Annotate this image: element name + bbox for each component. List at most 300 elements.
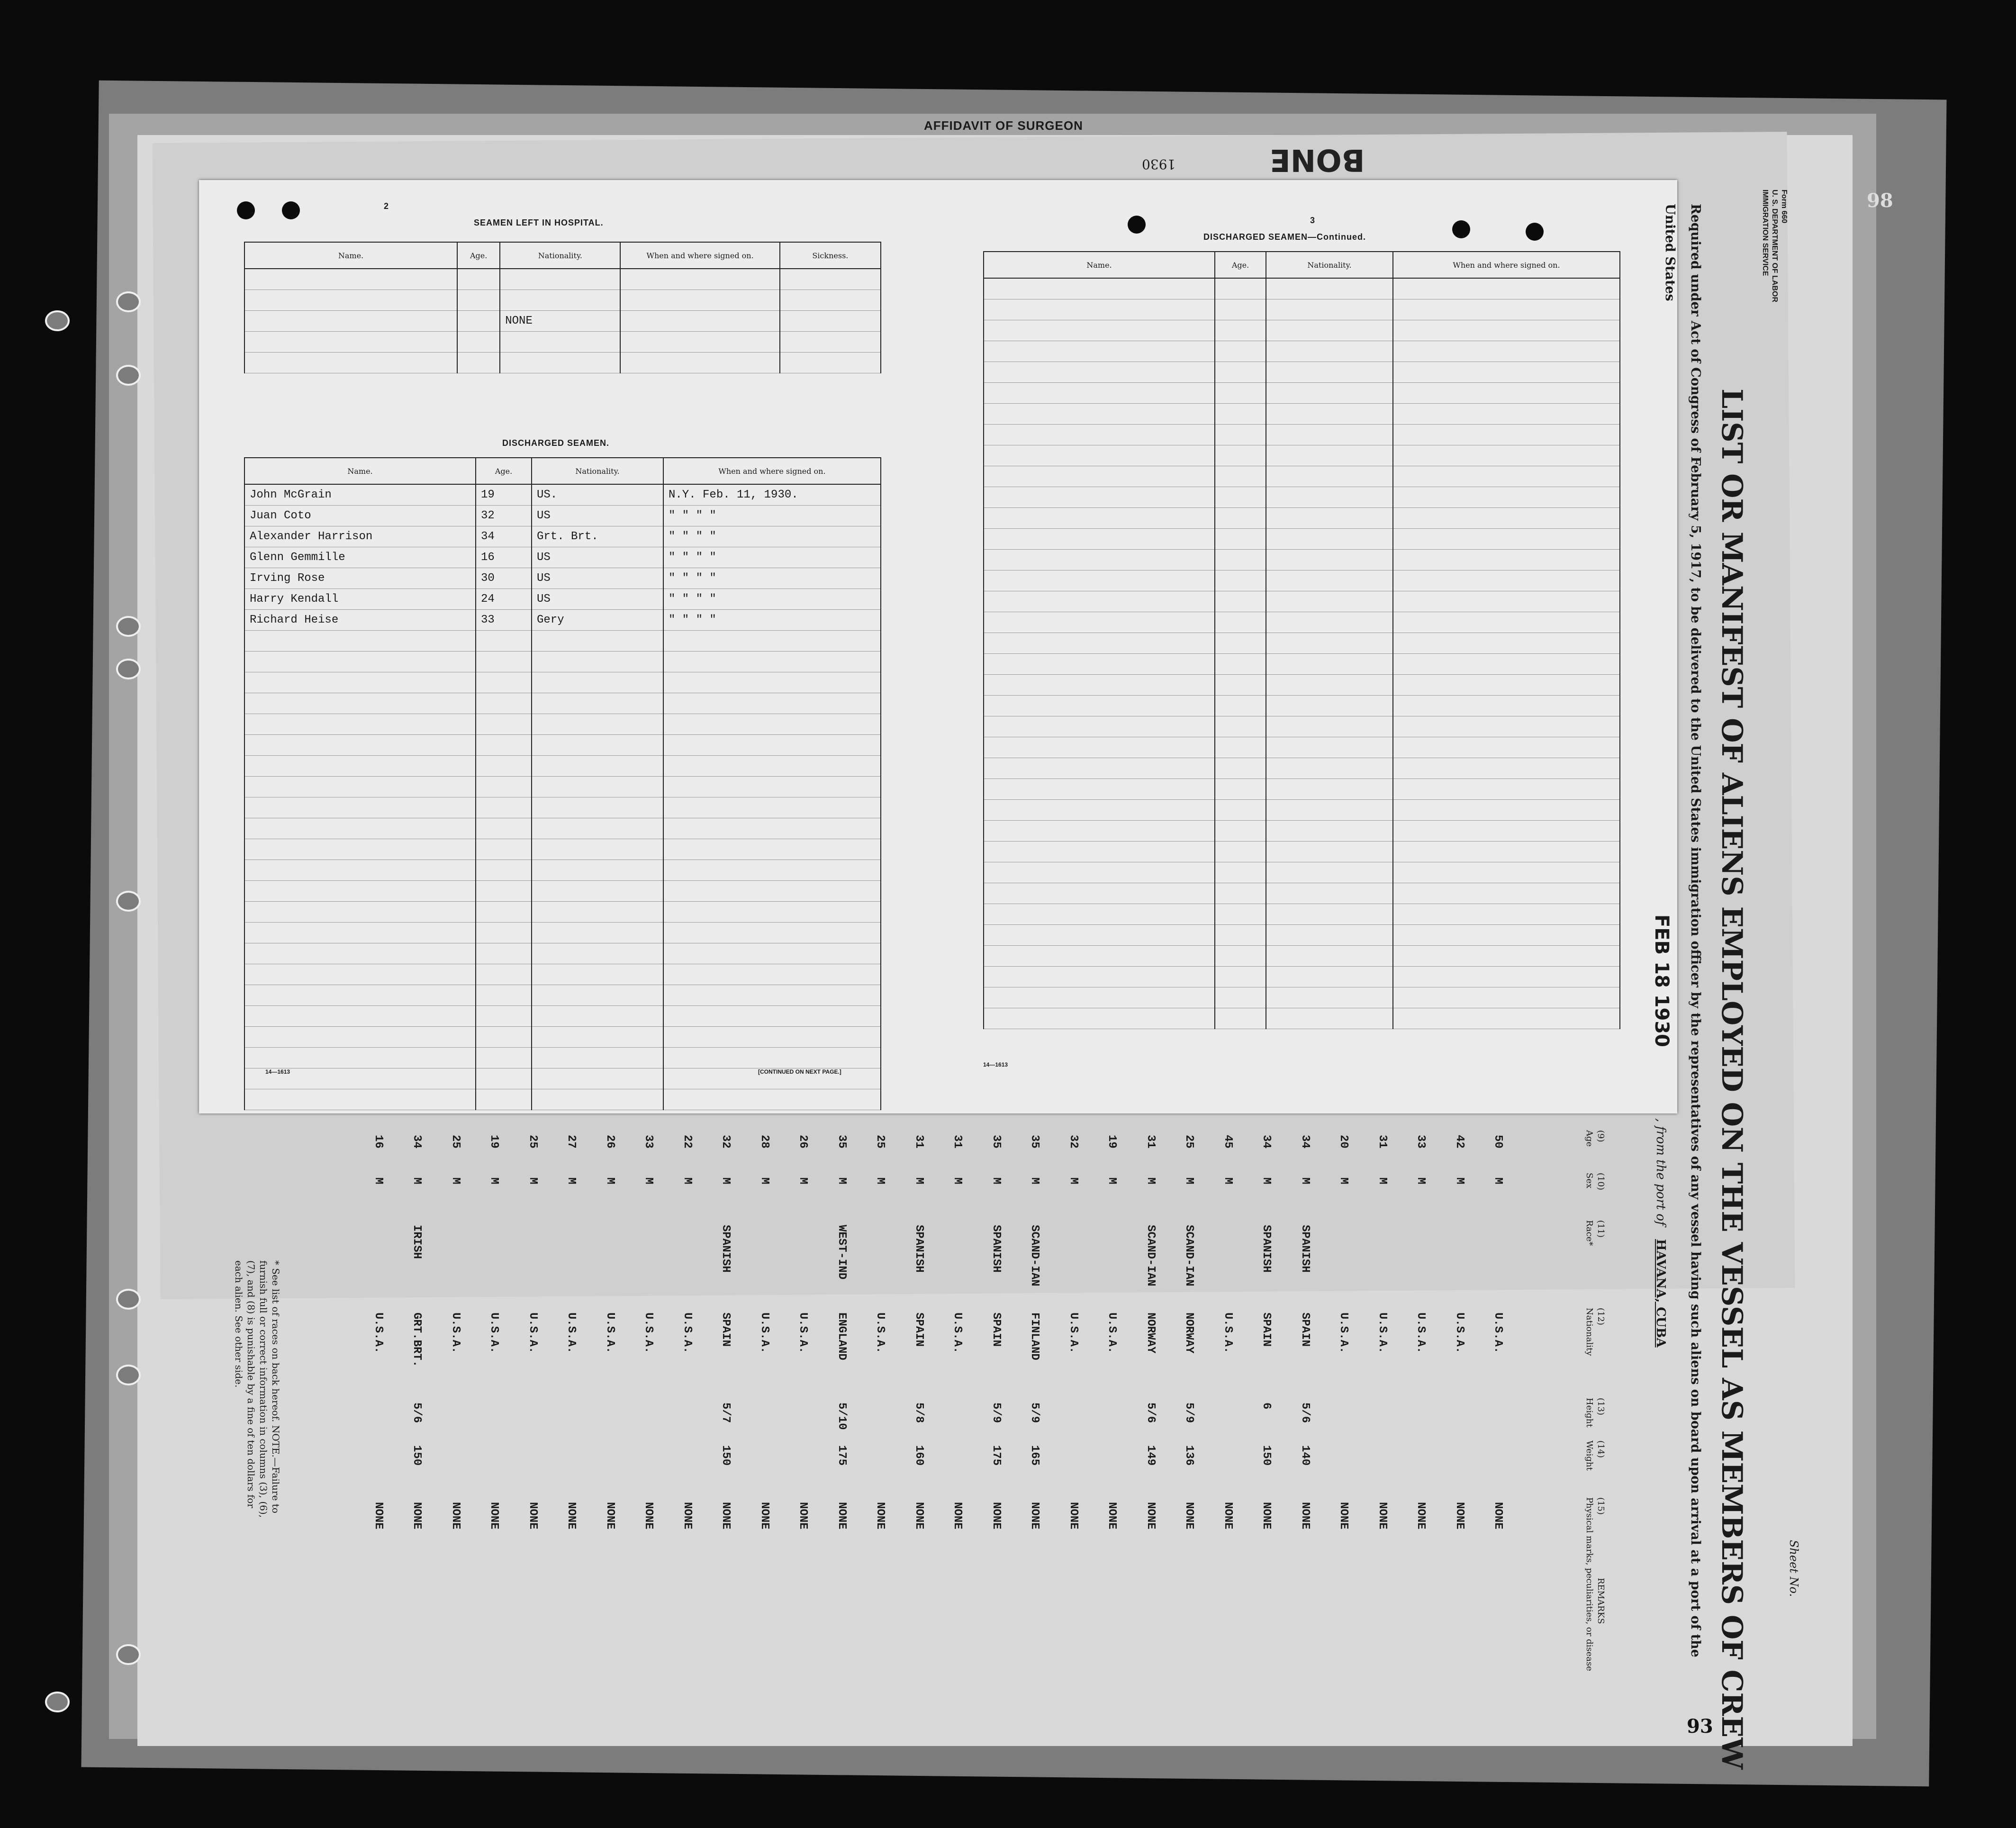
manifest-cell-sex: M: [642, 1177, 655, 1185]
manifest-cell-nationality: U.S.A.: [449, 1312, 462, 1354]
manifest-cell-sex: M: [1067, 1177, 1080, 1185]
table-row: [984, 633, 1620, 654]
manifest-cell-age: 35: [835, 1135, 848, 1149]
table-row: [984, 800, 1620, 821]
manifest-cell-race: SCAND-IAN: [1183, 1225, 1195, 1286]
column-header: (11) Race*: [1584, 1220, 1606, 1246]
table-row: [244, 964, 881, 985]
manifest-cell-sex: M: [1144, 1177, 1157, 1185]
discharged-title: DISCHARGED SEAMEN.: [502, 438, 610, 448]
table-row: [984, 967, 1620, 987]
manifest-cell-race: SPANISH: [1260, 1225, 1273, 1273]
manifest-cell-nationality: U.S.A.: [565, 1312, 578, 1354]
cell-name: Glenn Gemmille: [244, 547, 476, 568]
manifest-cell-sex: M: [603, 1177, 616, 1185]
table-row: [244, 631, 881, 652]
manifest-cell-height: 5/10: [835, 1403, 848, 1430]
manifest-cell-marks: NONE: [1067, 1502, 1080, 1529]
manifest-cell-nationality: FINLAND: [1028, 1312, 1041, 1360]
manifest-cell-sex: M: [1260, 1177, 1273, 1185]
table-row: [244, 526, 881, 547]
seamen-left-table: [244, 242, 881, 373]
table-row: [244, 923, 881, 943]
punch-hole: [282, 201, 300, 219]
table-row: [244, 860, 881, 881]
seamen-left-title: SEAMEN LEFT IN HOSPITAL.: [474, 218, 604, 227]
table-row: [244, 714, 881, 735]
manifest-cell-age: 19: [488, 1135, 500, 1149]
col-age: Age.: [1215, 252, 1266, 278]
manifest-cell-race: SPANISH: [989, 1225, 1003, 1273]
cell-nationality: US: [532, 568, 663, 589]
binder-ring: [45, 310, 70, 331]
table-row: [984, 737, 1620, 758]
table-row: [244, 1089, 881, 1110]
manifest-cell-race: SPANISH: [1298, 1225, 1311, 1273]
table-row: [244, 589, 881, 610]
manifest-cell-age: 27: [565, 1135, 578, 1149]
manifest-cell-nationality: U.S.A.: [1221, 1312, 1234, 1354]
col-signed: When and where signed on.: [620, 242, 779, 269]
manifest-cell-race: SCAND-IAN: [1028, 1225, 1041, 1286]
left-page-marker: 2: [384, 201, 389, 211]
table-row: [984, 591, 1620, 612]
manifest-cell-sex: M: [1028, 1177, 1041, 1185]
cell-signed: " " " ": [663, 547, 881, 568]
cell-nationality: US: [532, 589, 663, 610]
cell-name: Alexander Harrison: [244, 526, 476, 547]
cell-signed: " " " ": [663, 568, 881, 589]
manifest-cell-age: 22: [680, 1135, 694, 1149]
table-row: [244, 652, 881, 672]
table-row: [984, 758, 1620, 779]
manifest-cell-age: 19: [1105, 1135, 1118, 1149]
table-row: [984, 716, 1620, 737]
binder-ring: [116, 365, 141, 386]
manifest-cell-sex: M: [1298, 1177, 1311, 1185]
right-form-code: 14—1613: [983, 1061, 1008, 1068]
manifest-cell-marks: NONE: [951, 1502, 964, 1529]
manifest-cell-marks: NONE: [1298, 1502, 1311, 1529]
table-row: [984, 570, 1620, 591]
table-row: [244, 332, 881, 353]
manifest-cell-nationality: SPAIN: [912, 1312, 925, 1347]
manifest-cell-race: SCAND-IAN: [1144, 1225, 1157, 1286]
manifest-cell-weight: 160: [912, 1445, 925, 1466]
manifest-cell-sex: M: [1453, 1177, 1466, 1185]
punch-hole: [1128, 216, 1146, 234]
manifest-cell-height: 5/6: [410, 1403, 423, 1423]
manifest-cell-age: 45: [1221, 1135, 1234, 1149]
manifest-cell-marks: NONE: [1221, 1502, 1234, 1529]
manifest-cell-marks: NONE: [1144, 1502, 1157, 1529]
manifest-cell-nationality: U.S.A.: [1492, 1312, 1504, 1354]
page-number-top: 98: [1867, 190, 1893, 212]
cell-signed: " " " ": [663, 610, 881, 631]
manifest-cell-marks: NONE: [1375, 1502, 1389, 1529]
manifest-cell-age: 31: [1144, 1135, 1157, 1149]
manifest-cell-nationality: SPAIN: [1298, 1312, 1311, 1347]
manifest-cell-nationality: U.S.A.: [1337, 1312, 1350, 1354]
manifest-cell-race: IRISH: [410, 1225, 423, 1259]
cell-age: 19: [476, 484, 532, 506]
manifest-cell-age: 31: [1375, 1135, 1389, 1149]
manifest-cell-marks: NONE: [1105, 1502, 1118, 1529]
manifest-cell-age: 32: [1067, 1135, 1080, 1149]
table-row: [244, 547, 881, 568]
col-signed: When and where signed on.: [1393, 252, 1620, 278]
manifest-cell-age: 34: [1298, 1135, 1311, 1149]
table-row: [984, 362, 1620, 383]
manifest-cell-age: 34: [410, 1135, 423, 1149]
table-row: [984, 987, 1620, 1008]
manifest-cell-race: SPANISH: [912, 1225, 925, 1273]
manifest-cell-marks: NONE: [1414, 1502, 1427, 1529]
manifest-cell-nationality: U.S.A.: [1453, 1312, 1466, 1354]
manifest-cell-nationality: SPAIN: [989, 1312, 1003, 1347]
port-value: HAVANA, CUBA: [1654, 1239, 1668, 1348]
cell-signed: N.Y. Feb. 11, 1930.: [663, 484, 881, 506]
table-row: [984, 299, 1620, 320]
binder-ring: [116, 616, 141, 637]
table-row: [244, 881, 881, 902]
manifest-cell-sex: M: [796, 1177, 809, 1185]
manifest-cell-height: 5/8: [912, 1403, 925, 1423]
table-row: [984, 466, 1620, 487]
table-row: [984, 883, 1620, 904]
manifest-cell-marks: NONE: [719, 1502, 732, 1529]
table-row: [984, 862, 1620, 883]
manifest-cell-nationality: U.S.A.: [526, 1312, 539, 1354]
table-row: [984, 445, 1620, 466]
manifest-cell-marks: NONE: [989, 1502, 1003, 1529]
manifest-cell-sex: M: [449, 1177, 462, 1185]
table-row: [984, 904, 1620, 925]
table-row: [984, 675, 1620, 696]
cell-age: 16: [476, 547, 532, 568]
manifest-cell-marks: NONE: [565, 1502, 578, 1529]
manifest-cell-marks: NONE: [1260, 1502, 1273, 1529]
manifest-cell-race: SPANISH: [719, 1225, 732, 1273]
manifest-cell-marks: NONE: [835, 1502, 848, 1529]
table-row: [244, 506, 881, 526]
manifest-cell-age: 16: [371, 1135, 385, 1149]
binder-ring: [116, 1365, 141, 1385]
punch-hole: [1526, 223, 1544, 241]
right-page-marker: 3: [1310, 216, 1316, 225]
manifest-cell-marks: NONE: [1028, 1502, 1041, 1529]
manifest-cell-nationality: SPAIN: [719, 1312, 732, 1347]
manifest-cell-age: 31: [912, 1135, 925, 1149]
col-nationality: Nationality.: [1266, 252, 1393, 278]
manifest-cell-sex: M: [565, 1177, 578, 1185]
manifest-cell-age: 26: [796, 1135, 809, 1149]
col-name: Name.: [244, 458, 476, 484]
table-row: [244, 777, 881, 797]
column-header: (12) Nationality: [1584, 1308, 1606, 1356]
manifest-cell-age: 26: [603, 1135, 616, 1149]
table-row: [244, 839, 881, 860]
binder-ring: [116, 891, 141, 912]
manifest-cell-marks: NONE: [371, 1502, 385, 1529]
manifest-footnote: * See list of races on back hereof. NOTE.—Failure to furnish full or correct information in columns (3), (6), (7), and (8) is punishable by a fine of ten dollars for each alien. See other side.: [233, 1260, 281, 1518]
manifest-cell-sex: M: [1221, 1177, 1234, 1185]
discharged-table: [244, 457, 881, 1110]
manifest-cell-age: 32: [719, 1135, 732, 1149]
col-age: Age.: [476, 458, 532, 484]
manifest-cell-age: 31: [951, 1135, 964, 1149]
table-row: [244, 756, 881, 777]
table-row: [244, 735, 881, 756]
manifest-cell-marks: NONE: [1337, 1502, 1350, 1529]
cell-age: 30: [476, 568, 532, 589]
manifest-cell-age: 33: [642, 1135, 655, 1149]
manifest-cell-weight: 150: [719, 1445, 732, 1466]
manifest-cell-nationality: U.S.A.: [796, 1312, 809, 1354]
manifest-cell-sex: M: [1105, 1177, 1118, 1185]
manifest-cell-marks: NONE: [1492, 1502, 1504, 1529]
table-row: [244, 672, 881, 693]
manifest-cell-race: WEST-IND: [835, 1225, 848, 1280]
manifest-cell-nationality: NORWAY: [1183, 1312, 1195, 1354]
affidavit-title: AFFIDAVIT OF SURGEON: [924, 118, 1083, 133]
manifest-cell-nationality: U.S.A.: [371, 1312, 385, 1354]
binder-ring: [116, 659, 141, 679]
cell-name: Juan Coto: [244, 506, 476, 526]
table-row: [244, 1048, 881, 1068]
sheet-label: Sheet No.: [1787, 1540, 1800, 1597]
column-header: (9) Age: [1584, 1130, 1606, 1147]
manifest-cell-nationality: U.S.A.: [1105, 1312, 1118, 1354]
discharged-continued-table: [983, 251, 1620, 1029]
table-row: [244, 985, 881, 1006]
stamp-date: 1930: [1142, 156, 1176, 172]
manifest-cell-marks: NONE: [1453, 1502, 1466, 1529]
table-row: [984, 404, 1620, 425]
manifest-cell-height: 5/7: [719, 1403, 732, 1423]
table-row: [984, 341, 1620, 362]
manifest-cell-height: 5/6: [1144, 1403, 1157, 1423]
manifest-cell-sex: M: [758, 1177, 771, 1185]
manifest-cell-age: 28: [758, 1135, 771, 1149]
table-row: [244, 902, 881, 923]
manifest-cell-nationality: U.S.A.: [758, 1312, 771, 1354]
manifest-cell-weight: 136: [1183, 1445, 1195, 1466]
manifest-cell-marks: NONE: [874, 1502, 886, 1529]
cell-name: Harry Kendall: [244, 589, 476, 610]
cell-signed: " " " ": [663, 506, 881, 526]
table-row: [244, 484, 881, 506]
manifest-cell-age: 33: [1414, 1135, 1427, 1149]
manifest-cell-marks: NONE: [642, 1502, 655, 1529]
col-nationality: Nationality.: [532, 458, 663, 484]
table-row: [244, 818, 881, 839]
table-row: [984, 278, 1620, 299]
table-row: [244, 568, 881, 589]
manifest-cell-sex: M: [912, 1177, 925, 1185]
manifest-cell-age: 25: [526, 1135, 539, 1149]
port-label: , from the port of HAVANA, CUBA: [1654, 1118, 1668, 1348]
column-header: (13) Height: [1584, 1398, 1606, 1428]
manifest-cell-nationality: U.S.A.: [603, 1312, 616, 1354]
manifest-cell-sex: M: [680, 1177, 694, 1185]
manifest-cell-nationality: SPAIN: [1260, 1312, 1273, 1347]
table-row: [244, 1027, 881, 1048]
manifest-cell-sex: M: [526, 1177, 539, 1185]
manifest-cell-nationality: U.S.A.: [1375, 1312, 1389, 1354]
manifest-cell-nationality: U.S.A.: [1067, 1312, 1080, 1354]
manifest-cell-age: 25: [874, 1135, 886, 1149]
date-stamp: FEB 18 1930: [1651, 914, 1672, 1047]
table-row: [984, 612, 1620, 633]
manifest-cell-marks: NONE: [680, 1502, 694, 1529]
manifest-title: LIST OR MANIFEST OF ALIENS EMPLOYED ON THE VESSEL AS MEMBERS OF CREW: [1715, 389, 1748, 1770]
page-number-bottom: 93: [1687, 1715, 1713, 1738]
table-row: [244, 943, 881, 964]
table-row: [984, 842, 1620, 862]
manifest-cell-sex: M: [1492, 1177, 1504, 1185]
manifest-cell-marks: NONE: [1183, 1502, 1195, 1529]
table-row: [244, 797, 881, 818]
manifest-cell-age: 35: [989, 1135, 1003, 1149]
none-value: NONE: [500, 311, 620, 332]
manifest-cell-height: 6: [1260, 1403, 1273, 1410]
table-row: [984, 320, 1620, 341]
manifest-cell-sex: M: [835, 1177, 848, 1185]
table-row: [984, 821, 1620, 842]
manifest-cell-nationality: U.S.A.: [642, 1312, 655, 1354]
table-row: [244, 610, 881, 631]
manifest-subtitle: Required under Act of Congress of February 5, 1917, to be delivered to the United States immigration officer by the representatives of any vessel having such aliens on board upon arrival at a port of the United States: [1663, 204, 1703, 1657]
column-header: REMARKS: [1596, 1578, 1606, 1624]
binder-ring: [116, 291, 141, 312]
cell-nationality: Grt. Brt.: [532, 526, 663, 547]
cell-name: Irving Rose: [244, 568, 476, 589]
manifest-cell-marks: NONE: [758, 1502, 771, 1529]
table-row: [244, 290, 881, 311]
table-row: [984, 383, 1620, 404]
cell-name: John McGrain: [244, 484, 476, 506]
manifest-cell-marks: NONE: [488, 1502, 500, 1529]
cell-signed: " " " ": [663, 526, 881, 547]
bone-stamp: BONE: [1270, 142, 1365, 177]
manifest-cell-sex: M: [410, 1177, 423, 1185]
cell-nationality: US: [532, 506, 663, 526]
col-age: Age.: [457, 242, 500, 269]
manifest-cell-sex: M: [989, 1177, 1003, 1185]
manifest-cell-marks: NONE: [796, 1502, 809, 1529]
manifest-cell-weight: 149: [1144, 1445, 1157, 1466]
manifest-cell-age: 25: [449, 1135, 462, 1149]
manifest-cell-sex: M: [1414, 1177, 1427, 1185]
cell-name: Richard Heise: [244, 610, 476, 631]
table-row: [984, 946, 1620, 967]
cell-nationality: Gery: [532, 610, 663, 631]
binder-ring: [45, 1692, 70, 1712]
manifest-cell-nationality: U.S.A.: [1414, 1312, 1427, 1354]
manifest-cell-nationality: U.S.A.: [488, 1312, 500, 1354]
table-row: [984, 508, 1620, 529]
column-header: (14) Weight: [1584, 1440, 1606, 1471]
table-row: [984, 550, 1620, 570]
cell-age: 34: [476, 526, 532, 547]
manifest-cell-sex: M: [371, 1177, 385, 1185]
form-header: Form 660 U. S. DEPARTMENT OF LABOR IMMIGRATION SERVICE: [1761, 190, 1788, 302]
manifest-cell-sex: M: [488, 1177, 500, 1185]
cell-age: 33: [476, 610, 532, 631]
table-row: [244, 693, 881, 714]
manifest-cell-marks: NONE: [526, 1502, 539, 1529]
table-row: [984, 425, 1620, 445]
table-row: [244, 353, 881, 373]
manifest-cell-age: 20: [1337, 1135, 1350, 1149]
column-header: (10) Sex: [1584, 1173, 1606, 1190]
manifest-cell-weight: 150: [410, 1445, 423, 1466]
continued-note: [CONTINUED ON NEXT PAGE.]: [758, 1068, 841, 1075]
manifest-cell-sex: M: [1375, 1177, 1389, 1185]
manifest-cell-marks: NONE: [603, 1502, 616, 1529]
manifest-cell-weight: 140: [1298, 1445, 1311, 1466]
cell-age: 32: [476, 506, 532, 526]
punch-hole: [237, 201, 255, 219]
manifest-cell-weight: 165: [1028, 1445, 1041, 1466]
table-row: [984, 696, 1620, 716]
manifest-cell-weight: 150: [1260, 1445, 1273, 1466]
manifest-cell-height: 5/6: [1298, 1403, 1311, 1423]
manifest-cell-age: 35: [1028, 1135, 1041, 1149]
manifest-cell-age: 42: [1453, 1135, 1466, 1149]
manifest-cell-sex: M: [1337, 1177, 1350, 1185]
manifest-cell-age: 50: [1492, 1135, 1504, 1149]
left-form-code: 14—1613: [265, 1068, 290, 1075]
cell-age: 24: [476, 589, 532, 610]
manifest-cell-height: 5/9: [989, 1403, 1003, 1423]
manifest-cell-weight: 175: [835, 1445, 848, 1466]
col-name: Name.: [984, 252, 1215, 278]
table-row: [244, 311, 881, 332]
col-sickness: Sickness.: [780, 242, 881, 269]
table-row: [984, 487, 1620, 508]
manifest-cell-marks: NONE: [449, 1502, 462, 1529]
manifest-cell-height: 5/9: [1028, 1403, 1041, 1423]
manifest-cell-sex: M: [719, 1177, 732, 1185]
table-row: [984, 654, 1620, 675]
manifest-cell-marks: NONE: [912, 1502, 925, 1529]
manifest-cell-nationality: GRT.BRT.: [410, 1312, 423, 1367]
manifest-cell-nationality: ENGLAND: [835, 1312, 848, 1360]
manifest-cell-age: 25: [1183, 1135, 1195, 1149]
manifest-cell-sex: M: [951, 1177, 964, 1185]
binder-ring: [116, 1289, 141, 1310]
cell-signed: " " " ": [663, 589, 881, 610]
cell-nationality: US.: [532, 484, 663, 506]
manifest-cell-nationality: U.S.A.: [951, 1312, 964, 1354]
table-row: [984, 529, 1620, 550]
col-name: Name.: [244, 242, 457, 269]
col-nationality: Nationality.: [500, 242, 620, 269]
table-row: [984, 1008, 1620, 1029]
col-signed: When and where signed on.: [663, 458, 881, 484]
column-header: (15) Physical marks, peculiarities, or disease: [1584, 1497, 1606, 1671]
manifest-cell-nationality: NORWAY: [1144, 1312, 1157, 1354]
manifest-cell-weight: 175: [989, 1445, 1003, 1466]
right-title: DISCHARGED SEAMEN—Continued.: [1203, 232, 1366, 242]
table-row: [984, 779, 1620, 800]
table-row: [984, 925, 1620, 946]
manifest-cell-nationality: U.S.A.: [680, 1312, 694, 1354]
manifest-cell-marks: NONE: [410, 1502, 423, 1529]
manifest-cell-nationality: U.S.A.: [874, 1312, 886, 1354]
